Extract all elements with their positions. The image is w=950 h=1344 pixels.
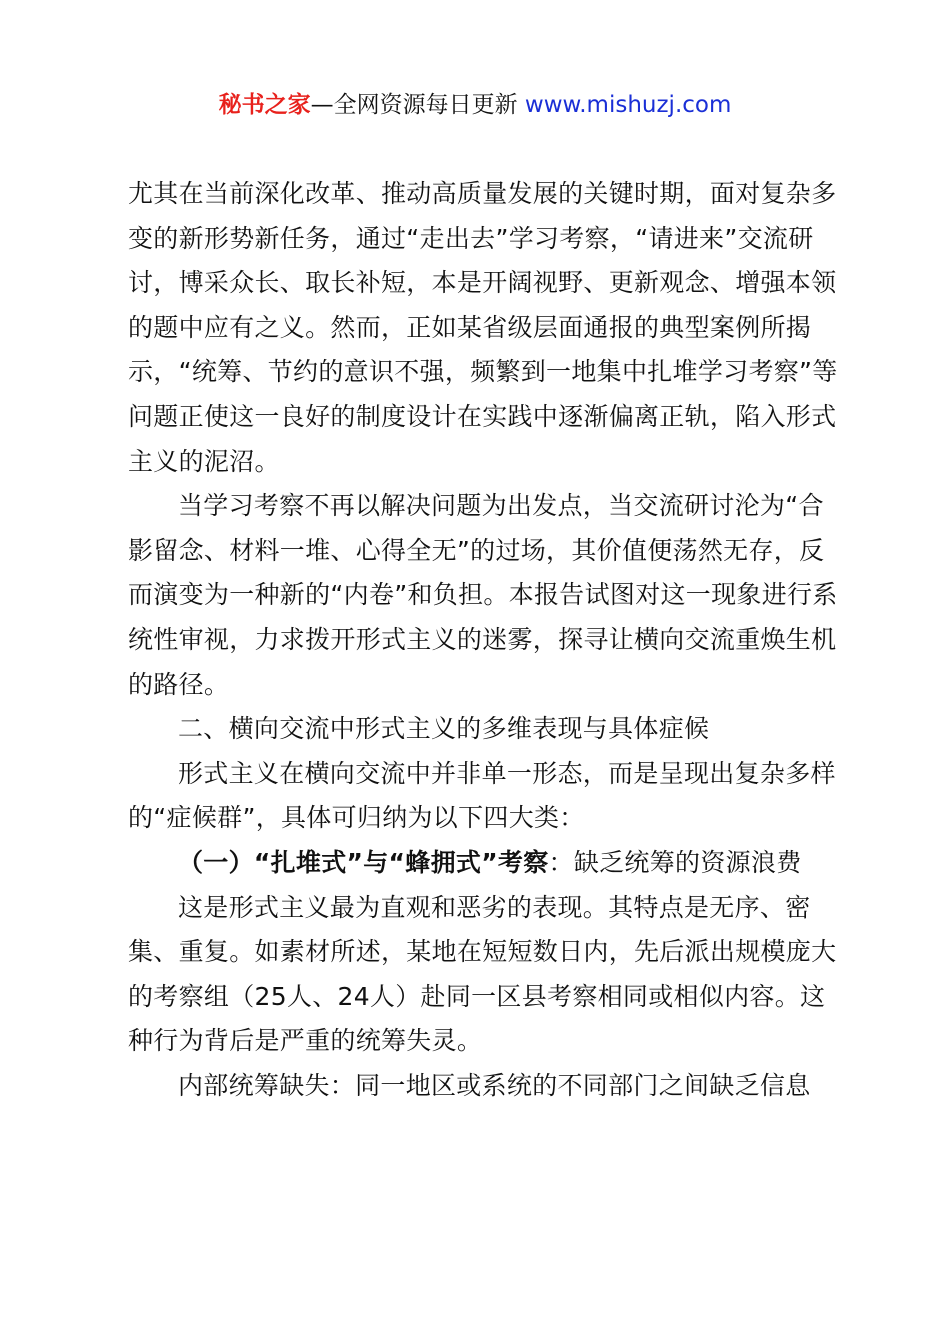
document-body bbox=[128, 172, 838, 1108]
paragraph-2: 当学习考察不再以解决问题为出发点，当交流研讨沦为“合影留念、材料一堆、心得全无”的过场，其价值便荡然无存，反而演变为一种新的“内卷”和负担。本报告试图对这一现象进行系统性审视，力求拨开形式主义的迷雾，探寻让横向交流重焕生机的路径。 bbox=[128, 491, 838, 699]
paragraph-4: 形式主义在横向交流中并非单一形态，而是呈现出复杂多样的“症候群”，具体可归纳为以下四大类： bbox=[128, 758, 836, 833]
subsection-heading-bold: （一）“扎堆式”与“蜂拥式”考察 bbox=[178, 847, 549, 877]
site-url-link[interactable]: www.mishuzj.com bbox=[524, 92, 732, 118]
paragraph-1: 尤其在当前深化改革、推动高质量发展的关键时期，面对复杂多变的新形势新任务，通过“走出去”学习考察，“请进来”交流研讨，博采众长、取长补短，本是开阔视野、更新观念、增强本领的题中应有之义。然而，正如某省级层面通报的典型案例所揭示，“统筹、节约的意识不强，频繁到一地集中扎堆学习考察”等问题正使这一良好的制度设计在实践中逐渐偏离正轨，陷入形式主义的泥沼。 bbox=[128, 179, 838, 476]
paragraph-6: 这是形式主义最为直观和恶劣的表现。其特点是无序、密集、重复。如素材所述，某地在短短数日内，先后派出规模庞大的考察组（25人、24人）赴同一区县考察相同或相似内容。这种行为背后是严重的统筹失灵。 bbox=[128, 892, 837, 1056]
page-header bbox=[0, 88, 950, 122]
paragraph-7: 内部统筹缺失：同一地区或系统的不同部门之间缺乏信息 bbox=[178, 1070, 811, 1100]
subsection-heading-1 bbox=[128, 841, 838, 886]
subsection-heading-rest: ：缺乏统筹的资源浪费 bbox=[548, 847, 802, 877]
brand-name: 秘书之家 bbox=[218, 92, 311, 118]
section-heading-2: 二、横向交流中形式主义的多维表现与具体症候 bbox=[178, 714, 710, 744]
header-tagline: —全网资源每日更新 bbox=[310, 92, 525, 118]
